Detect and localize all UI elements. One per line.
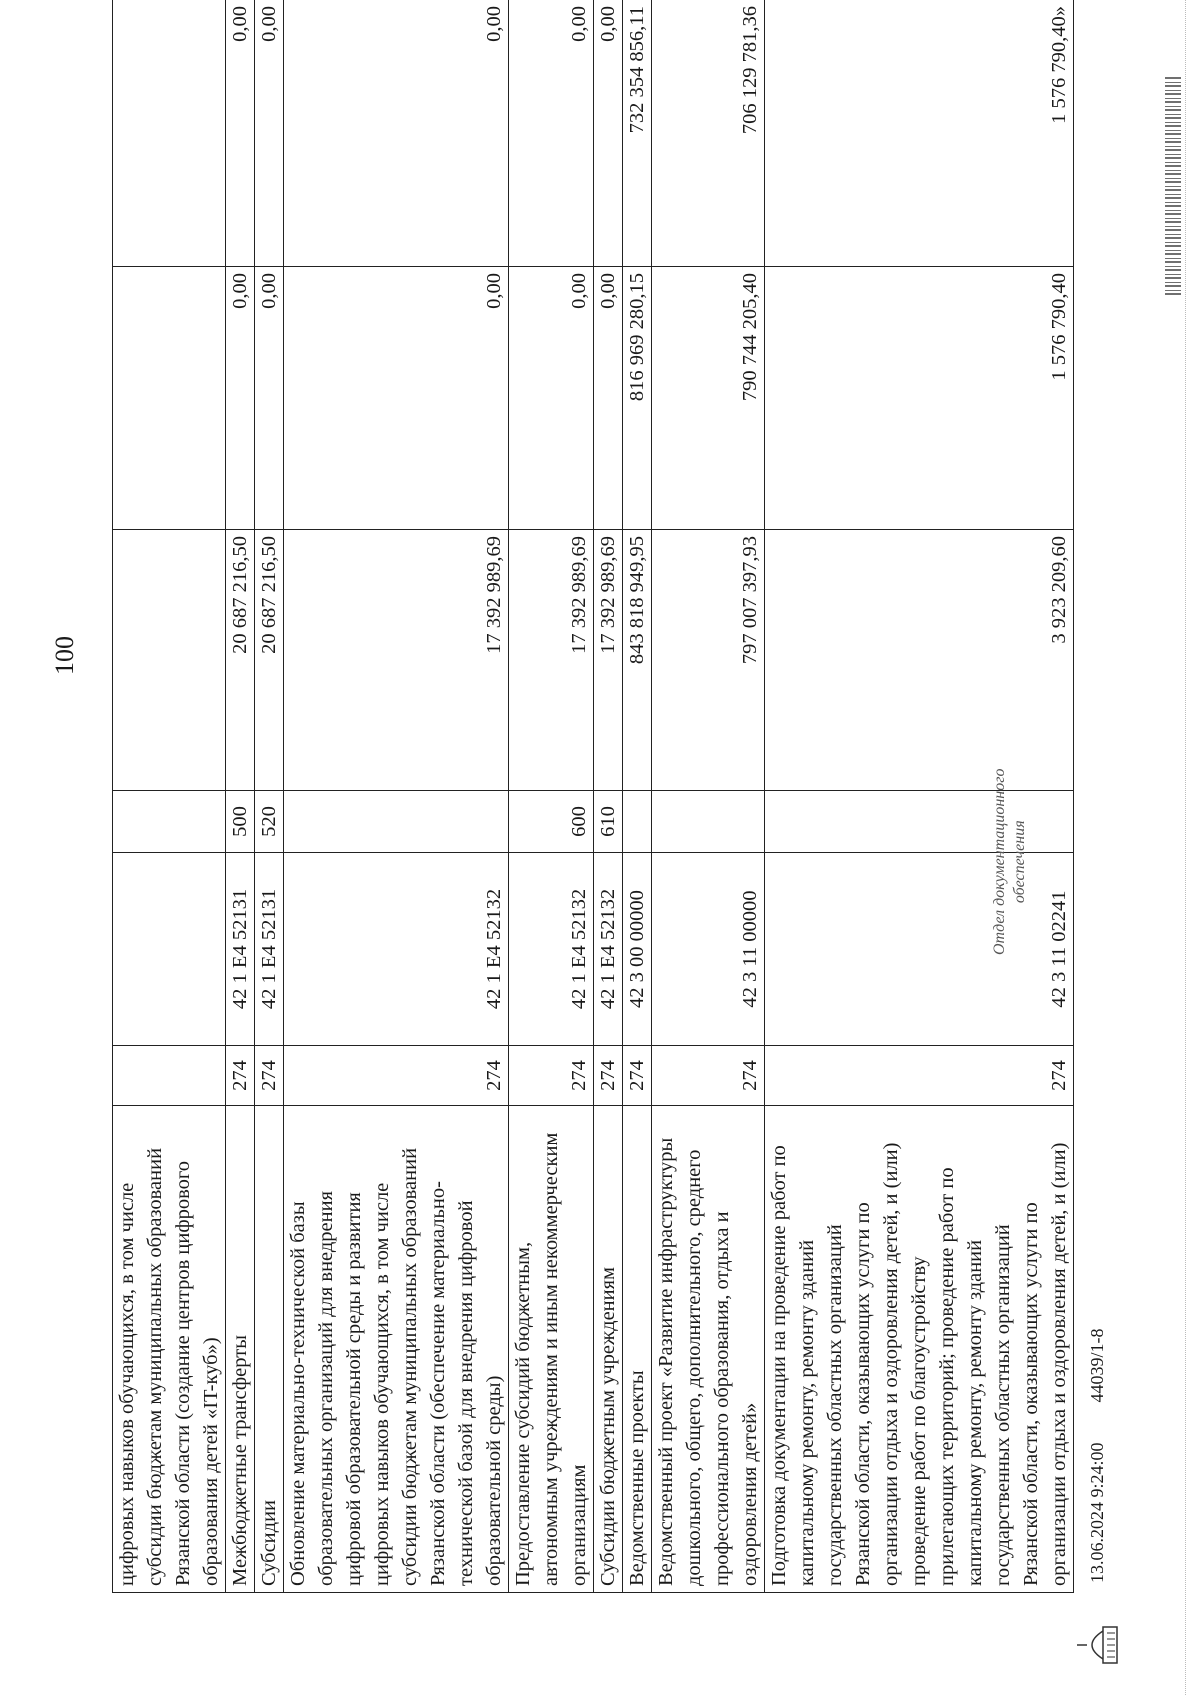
budget-table-body (113, 0, 1074, 1593)
row-description: Субсидии (255, 1106, 284, 1593)
row-target-article: 42 3 00 00000 (623, 853, 652, 1046)
row-sum-2026: 0,00 (594, 0, 623, 267)
row-description: Предоставление субсидий бюджетным, автономным учреждениям и иным некоммерческим организациям (509, 1106, 594, 1593)
table-row (113, 0, 226, 1593)
row-sum-2026: 732 354 856,11 (623, 0, 652, 267)
row-description: Обновление материально-технической базы образовательных организаций для внедрения цифровой образовательной среды и развития цифровых навыков обучающихся, в том числе субсидии бюджетам муниципальных образований Рязанской области (обеспечение материально- технической базой для внедрения цифровой образовательной среды) (284, 1106, 509, 1593)
row-expense-type (113, 791, 226, 853)
row-sum-2024: 17 392 989,69 (284, 530, 509, 791)
row-description: цифровых навыков обучающихся, в том числе субсидии бюджетам муниципальных образований Рязанской области (создание центров цифрового образования детей «IT-куб») (113, 1106, 226, 1593)
row-sum-2025: 0,00 (284, 267, 509, 530)
row-grbs: 274 (255, 1046, 284, 1106)
row-grbs: 274 (765, 1046, 1074, 1106)
row-sum-2024 (113, 530, 226, 791)
row-expense-type: 520 (255, 791, 284, 853)
row-grbs: 274 (284, 1046, 509, 1106)
table-row (255, 0, 284, 1593)
row-sum-2025: 0,00 (255, 267, 284, 530)
row-target-article: 42 3 11 02241 (765, 853, 1074, 1046)
footer-doc-number: 44039/1-8 (1086, 1328, 1107, 1403)
row-target-article: 42 1 E4 52132 (509, 853, 594, 1046)
row-grbs (113, 1046, 226, 1106)
row-sum-2024: 843 818 949,95 (623, 530, 652, 791)
table-row (226, 0, 255, 1593)
row-sum-2025: 816 969 280,15 (623, 267, 652, 530)
table-row (509, 0, 594, 1593)
row-target-article: 42 3 11 00000 (652, 853, 765, 1046)
row-description: Межбюджетные трансферты (226, 1106, 255, 1593)
row-sum-2024: 797 007 397,93 (652, 530, 765, 791)
row-grbs: 274 (509, 1046, 594, 1106)
row-sum-2024: 17 392 989,69 (509, 530, 594, 791)
row-grbs: 274 (226, 1046, 255, 1106)
row-target-article: 42 1 E4 52132 (594, 853, 623, 1046)
row-description: Субсидии бюджетным учреждениям (594, 1106, 623, 1593)
department-stamp (990, 769, 1030, 955)
table-row (594, 0, 623, 1593)
row-expense-type: 610 (594, 791, 623, 853)
row-expense-type (623, 791, 652, 853)
stamp-line-1: Отдел документационного (991, 768, 1008, 955)
row-target-article: 42 1 E4 52131 (226, 853, 255, 1046)
budget-table (112, 0, 1074, 1593)
emblem-icon (1073, 1623, 1121, 1667)
row-sum-2025: 1 576 790,40 (765, 267, 1074, 530)
row-sum-2024: 20 687 216,50 (255, 530, 284, 791)
row-grbs: 274 (594, 1046, 623, 1106)
row-grbs: 274 (652, 1046, 765, 1106)
row-expense-type (652, 791, 765, 853)
row-target-article (113, 853, 226, 1046)
table-row (623, 0, 652, 1593)
row-sum-2026: 0,00 (226, 0, 255, 267)
row-sum-2025: 0,00 (509, 267, 594, 530)
row-sum-2026: 0,00 (284, 0, 509, 267)
row-sum-2026 (113, 0, 226, 267)
row-description: Ведомственные проекты (623, 1106, 652, 1593)
row-sum-2026: 706 129 781,36 (652, 0, 765, 267)
row-sum-2024: 3 923 209,60 (765, 530, 1074, 791)
row-sum-2026: 1 576 790,40» (765, 0, 1074, 267)
table-row (284, 0, 509, 1593)
row-sum-2024: 17 392 989,69 (594, 530, 623, 791)
row-expense-type (284, 791, 509, 853)
row-expense-type: 500 (226, 791, 255, 853)
row-sum-2025: 0,00 (594, 267, 623, 530)
row-target-article: 42 1 E4 52132 (284, 853, 509, 1046)
barcode (1165, 75, 1181, 295)
row-target-article: 42 1 E4 52131 (255, 853, 284, 1046)
page-number: 100 (50, 636, 79, 675)
row-sum-2026: 0,00 (255, 0, 284, 267)
row-sum-2024: 20 687 216,50 (226, 530, 255, 791)
row-sum-2025 (113, 267, 226, 530)
row-description: Ведомственный проект «Развитие инфраструктуры дошкольного, общего, дополнительного, среднего профессионального образования, отдыха и оздоровления детей» (652, 1106, 765, 1593)
footer-date: 13.06.2024 9:24:00 (1086, 1442, 1107, 1583)
scan-edge (1185, 0, 1187, 1695)
stamp-line-2: обеспечения (1011, 820, 1028, 904)
row-sum-2025: 790 744 205,40 (652, 267, 765, 530)
row-grbs: 274 (623, 1046, 652, 1106)
footer (1073, 1328, 1121, 1667)
table-row (652, 0, 765, 1593)
row-sum-2026: 0,00 (509, 0, 594, 267)
row-description: Подготовка документации на проведение работ по капитальному ремонту, ремонту зданий государственных областных организаций Рязанской области, оказывающих услуги по организации отдыха и оздоровления детей, и (или) проведение работ по благоустройству прилегающих территорий; проведение работ по капитальному ремонту, ремонту зданий государственных областных организаций Рязанской области, оказывающих услуги по организации отдыха и оздоровления детей, и (или) (765, 1106, 1074, 1593)
row-expense-type: 600 (509, 791, 594, 853)
row-sum-2025: 0,00 (226, 267, 255, 530)
